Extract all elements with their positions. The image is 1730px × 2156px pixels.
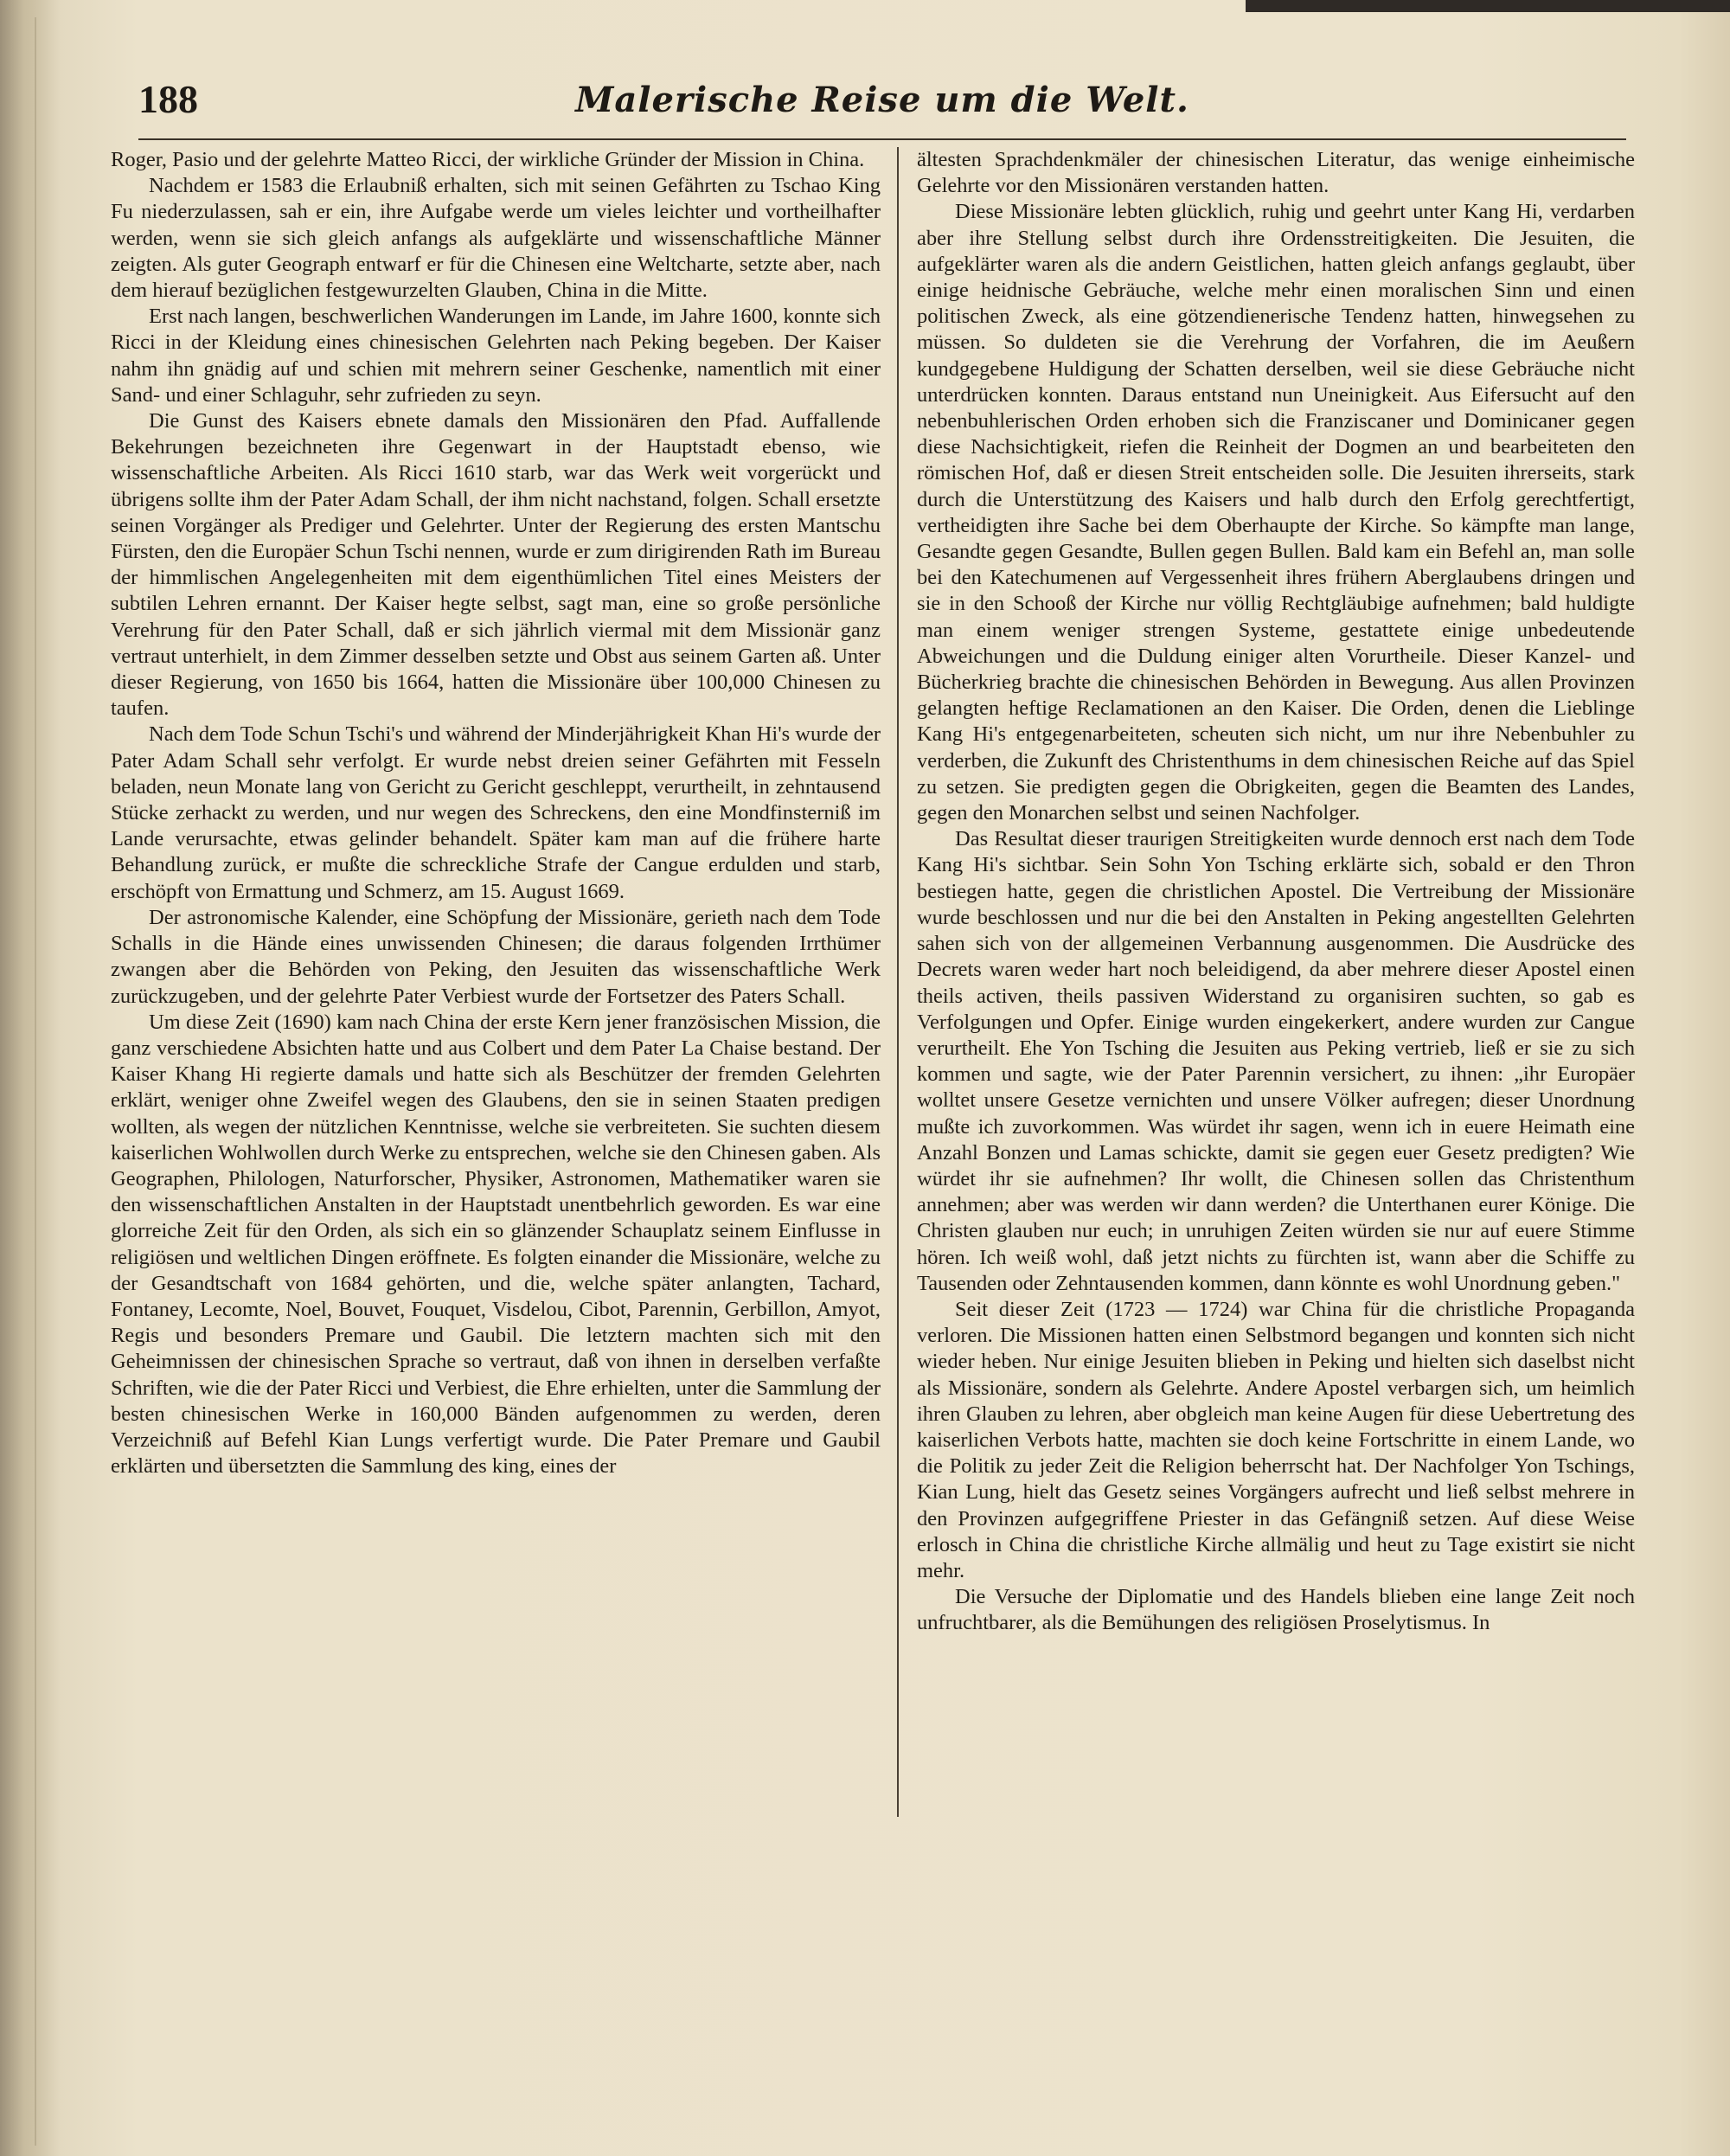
header-rule — [138, 138, 1626, 140]
paragraph: Das Resultat dieser traurigen Streitigkeiten wurde dennoch erst nach dem Tode Kang Hi's sichtbar. Sein Sohn Yon Tsching erklärte sich, sobald er den Thron bestiegen hatte, gegen die christlichen Apostel. Die Vertreibung der Missionäre wurde beschlossen und nur die bei den Anstalten in Peking angestellten Gelehrten sahen sich von der allgemeinen Verbannung ausgenommen. Die Ausdrücke des Decrets waren weder hart noch beleidigend, da aber mehrere dieser Apostel einen theils activen, theils passiven Widerstand zu organisiren suchten, so gab es Verfolgungen und Opfer. Einige wurden eingekerkert, andere wurden zur Cangue verurtheilt. Ehe Yon Tsching die Jesuiten aus Peking vertrieb, ließ er sie zu sich kommen und sagte, wie der Pater Parennin versichert, zu ihnen: „ihr Europäer wolltet unsere Gesetze vernichten und unsere Völker aufregen; dieser Unordnung mußte ich zuvorkommen. Was würdet ihr sagen, wenn ich in euere Heimath eine Anzahl Bonzen und Lamas schickte, damit sie gegen euer Gesetz predigten? Wie würdet ihr sie aufnehmen? Ihr wollt, die Chinesen sollen das Christenthum annehmen; aber was werden wir dann werden? die Unterthanen eurer Könige. Die Christen glauben nur euch; in unruhigen Zeiten würden sie nur auf euere Stimme hören. Ich weiß wohl, daß jetzt nichts zu fürchten ist, wann aber die Schiffe zu Tausenden oder Zehntausenden kommen, dann könnte es wohl Unordnung geben." — [917, 827, 1635, 1295]
right-column — [917, 147, 1635, 1637]
paragraph: Nach dem Tode Schun Tschi's und während der Minderjährigkeit Khan Hi's wurde der Pater Adam Schall sehr verfolgt. Er wurde nebst dreien seiner Gefährten mit Fesseln beladen, neun Monate lang von Gericht zu Gericht geschleppt, verurtheilt, in zehntausend Stücke zerhackt zu werden, und nur wegen des Schreckens, den eine Mondfinsterniß im Lande verursachte, etwas gelinder behandelt. Später kam man auf die frühere harte Behandlung zurück, er mußte die schreckliche Strafe der Cangue erdulden und starb, erschöpft von Ermattung und Schmerz, am 15. August 1669. — [111, 722, 881, 903]
paragraph: ältesten Sprachdenkmäler der chinesischen Literatur, das wenige einheimische Gelehrte vor den Missionären verstanden hatten. — [917, 148, 1635, 198]
paragraph: Roger, Pasio und der gelehrte Matteo Ricci, der wirkliche Gründer der Mission in China. — [111, 148, 865, 171]
paragraph: Der astronomische Kalender, eine Schöpfung der Missionäre, gerieth nach dem Tode Schalls in die Hände eines unwissenden Chinesen; die daraus folgenden Irrthümer zwangen aber die Behörden von Peking, den Jesuiten das wissenschaftliche Werk zurückzugeben, und der gelehrte Pater Verbiest wurde der Fortsetzer des Paters Schall. — [111, 905, 881, 1008]
paragraph: Um diese Zeit (1690) kam nach China der erste Kern jener französischen Mission, die ganz verschiedene Absichten hatte und aus Colbert und dem Pater La Chaise bestand. Der Kaiser Khang Hi regierte damals und hatte sich als Beschützer der fremden Gelehrten erklärt, weniger ohne Zweifel wegen des Glaubens, den sie in seinen Staaten predigen wollten, als wegen der nützlichen Kenntnisse, welche sie verbreiteten. Sie suchten diesem kaiserlichen Wohlwollen durch Werke zu entsprechen, welche sie den Chinesen gaben. Als Geographen, Philologen, Naturforscher, Physiker, Astronomen, Mathematiker waren sie den wissenschaftlichen Anstalten in der Hauptstadt unentbehrlich geworden. Es war eine glorreiche Zeit für den Orden, als sich ein so glänzender Schauplatz seinem Einflusse in religiösen und weltlichen Dingen eröffnete. Es folgten einander die Missionäre, welche zu der Gesandtschaft von 1684 gehörten, und die, welche später anlangten, Tachard, Fontaney, Lecomte, Noel, Bouvet, Fouquet, Visdelou, Cibot, Parennin, Gerbillon, Amyot, Regis und besonders Premare und Gaubil. Die letztern machten sich mit den Geheimnissen der chinesischen Sprache so vertraut, daß von ihnen in derselben verfaßte Schriften, wie die der Pater Ricci und Verbiest, die Ehre erhielten, unter die Sammlung der besten chinesischen Werke in 160,000 Bänden aufgenommen zu werden, deren Verzeichniß auf Befehl Kian Lungs verfertigt wurde. Die Pater Premare und Gaubil erklärten und übersetzten die Sammlung des king, eines der — [111, 1010, 881, 1479]
paragraph: Erst nach langen, beschwerlichen Wanderungen im Lande, im Jahre 1600, konnte sich Ricci in der Kleidung eines chinesischen Gelehrten nach Peking begeben. Der Kaiser nahm ihn gnädig auf und schien mit mehrern seiner Geschenke, namentlich mit einer Sand- und einer Schlaguhr, sehr zufrieden zu seyn. — [111, 305, 881, 407]
column-divider — [897, 147, 899, 1817]
paragraph: Die Gunst des Kaisers ebnete damals den Missionären den Pfad. Auffallende Bekehrungen bezeichneten ihre Gegenwart in der Hauptstadt ebenso, wie wissenschaftliche Arbeiten. Als Ricci 1610 starb, war das Werk weit vorgerückt und übrigens sollte ihm der Pater Adam Schall, der ihm nicht nachstand, folgen. Schall ersetzte seinen Vorgänger als Prediger und Gelehrter. Unter der Regierung des ersten Mantschu Fürsten, den die Europäer Schun Tschi nennen, wurde er zum dirigirenden Rath im Bureau der himmlischen Angelegenheiten mit dem eigenthümlichen Titel eines Meisters der subtilen Lehren ernannt. Der Kaiser hegte selbst, sagt man, eine so große persönliche Verehrung für den Pater Schall, daß er sich jährlich viermal mit dem Missionär ganz vertraut unterhielt, in dem Zimmer desselben setzte und Obst aus seinem Garten aß. Unter dieser Regierung, von 1650 bis 1664, hatten die Missionäre über 100,000 Chinesen zu taufen. — [111, 409, 881, 721]
paragraph: Die Versuche der Diplomatie und des Handels blieben eine lange Zeit noch unfruchtbarer, als die Bemühungen des religiösen Proselytismus. In — [917, 1585, 1635, 1635]
paragraph: Diese Missionäre lebten glücklich, ruhig und geehrt unter Kang Hi, verdarben aber ihre Stellung selbst durch ihre Ordensstreitigkeiten. Die Jesuiten, die aufgeklärter waren als die andern Geistlichen, hatten gleich anfangs geglaubt, über einige heidnische Gebräuche, welche mehr einen moralischen Sinn und einen politischen Zweck, als eine götzendienerische Tendenz hatten, hinwegsehen zu müssen. So duldeten sie die Verehrung der Vorfahren, die im Aeußern kundgegebene Huldigung der Schatten derselben, weil sie diese Gebräuche nicht unterdrücken konnten. Daraus entstand nun Uneinigkeit. Aus Eifersucht auf den nebenbuhlerischen Orden erhoben sich die Franziscaner und Dominicaner gegen diese Nachsichtigkeit, riefen die Reinheit der Dogmen an und bearbeiteten den römischen Hof, daß er diesen Streit entscheiden solle. Die Jesuiten ihrerseits, stark durch die Unterstützung des Kaisers und halb durch den Erfolg gerechtfertigt, vertheidigten ihre Sache bei dem Oberhaupte der Kirche. So kämpfte man lange, Gesandte gegen Gesandte, Bullen gegen Bullen. Bald kam ein Befehl an, man solle bei den Katechumenen auf Vergessenheit ihres frühern Aberglaubens dringen und sie in den Schooß der Kirche nur völlig Rechtgläubige aufnehmen; bald huldigte man einem weniger strengen Systeme, gestattete einige unbedeutende Abweichungen und die Duldung einiger alten Vorurtheile. Dieser Kanzel- und Bücherkrieg brachte die chinesischen Behörden in Bewegung. Aus allen Provinzen gelangten heftige Reclamationen an den Kaiser. Die Orden, denen die Lieblinge Kang Hi's entgegenarbeiteten, scheuten sich nicht, um nur ihre Nebenbuhler zu verderben, die Zukunft des Christenthums in dem chinesischen Reiche auf das Spiel zu setzen. Sie predigten gegen die Obrigkeiten, gegen die Beamten des Landes, gegen den Monarchen selbst und seinen Nachfolger. — [917, 200, 1635, 825]
page-header — [138, 76, 1626, 137]
next-page-edge — [1246, 0, 1730, 12]
running-title: Malerische Reise um die Welt. — [575, 80, 1189, 120]
paragraph: Seit dieser Zeit (1723 — 1724) war China für die christliche Propaganda verloren. Die Missionen hatten einen Selbstmord begangen und konnten sich nicht wieder heben. Nur einige Jesuiten blieben in Peking und hielten sich daselbst nicht als Missionäre, sondern als Gelehrte. Andere Apostel verbargen sich, um heimlich ihren Glauben zu lehren, aber obgleich man keine Augen für diese Uebertretung des kaiserlichen Verbots hatte, machten sie doch keine Fortschritte in einem Lande, wo die Politik zu jeder Zeit die Religion beherrscht hat. Der Nachfolger Yon Tschings, Kian Lung, hielt das Gesetz seines Vorgängers aufrecht und ließ selbst mehrere in den Provinzen aufgegriffene Priester in das Gefängniß setzen. Auf diese Weise erlosch in China die christliche Kirche allmälig und heut zu Tage existirt sie nicht mehr. — [917, 1297, 1635, 1582]
page-number: 188 — [138, 77, 198, 121]
paragraph: Nachdem er 1583 die Erlaubniß erhalten, sich mit seinen Gefährten zu Tschao King Fu niederzulassen, sah er ein, ihre Aufgabe werde um vieles leichter und vortheilhafter werden, wenn sie sich gleich anfangs als aufgeklärte und wissenschaftliche Männer zeigten. Als guter Geograph entwarf er für die Chinesen eine Weltcharte, setzte aber, nach dem hierauf bezüglichen festgewurzelten Glauben, China in die Mitte. — [111, 174, 881, 303]
left-column — [111, 147, 881, 1479]
